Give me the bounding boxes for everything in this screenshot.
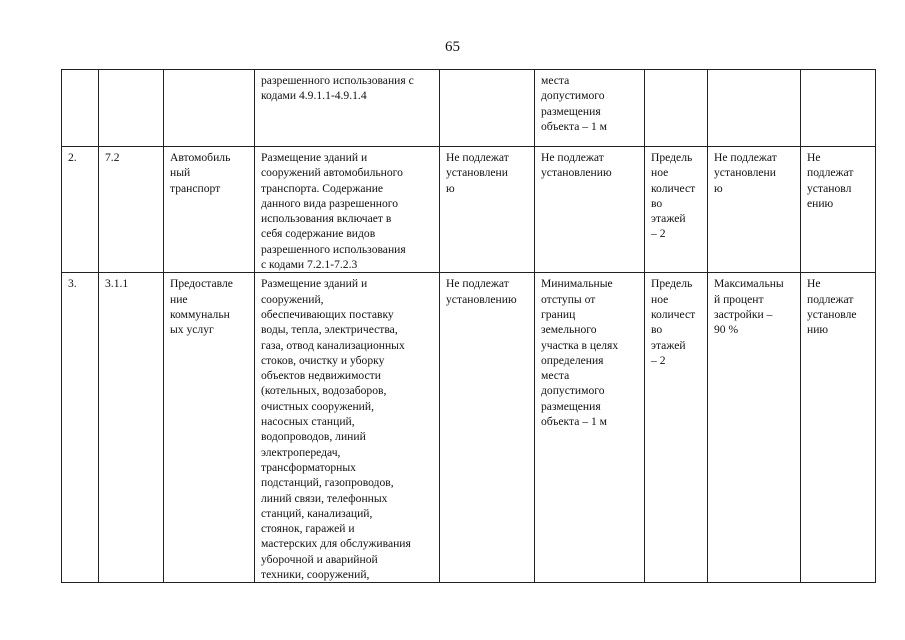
table-row-2 (62, 147, 876, 273)
cell-description: разрешенного использования с кодами 4.9.1.1-4.9.1.4 (255, 70, 440, 147)
cell-code: 3.1.1 (99, 273, 164, 583)
cell-col6: Не подлежат установлению (535, 147, 645, 273)
cell-col5: Не подлежат установлению (440, 273, 535, 583)
cell-col6: места допустимого размещения объекта – 1 м (535, 70, 645, 147)
land-use-table (61, 69, 876, 583)
cell-col6: Минимальные отступы от границ земельного участка в целях определения места допустимого размещения объекта – 1 м (535, 273, 645, 583)
cell-use-name: Автомобиль ный транспорт (164, 147, 255, 273)
cell-col7: Предель ное количест во этажей – 2 (645, 273, 708, 583)
cell-col9 (801, 70, 876, 147)
page-number: 65 (445, 39, 460, 55)
cell-col9: Не подлежат установл ению (801, 147, 876, 273)
cell-use-name: Предоставле ние коммунальн ых услуг (164, 273, 255, 583)
table-row-3 (62, 273, 876, 583)
cell-col5 (440, 70, 535, 147)
cell-use-name (164, 70, 255, 147)
cell-description: Размещение зданий и сооружений автомобильного транспорта. Содержание данного вида разрешенного использования включает в себя содержание видов разрешенного использования с кодами 7.2.1-7.2.3 (255, 147, 440, 273)
cell-description: Размещение зданий и сооружений, обеспечивающих поставку воды, тепла, электричества, газа, отвод канализационных стоков, очистку и уборку объектов недвижимости (котельных, водозаборов, очистных сооружений, насосных станций, водопроводов, линий электропередач, трансформаторных подстанций, газопроводов, линий связи, телефонных станций, канализаций, стоянок, гаражей и мастерских для обслуживания уборочной и аварийной техники, сооружений, (255, 273, 440, 583)
cell-col9: Не подлежат установле нию (801, 273, 876, 583)
cell-col8: Максимальны й процент застройки – 90 % (708, 273, 801, 583)
cell-col7: Предель ное количест во этажей – 2 (645, 147, 708, 273)
cell-col8 (708, 70, 801, 147)
cell-code (99, 70, 164, 147)
cell-number: 3. (62, 273, 99, 583)
cell-col5: Не подлежат установлени ю (440, 147, 535, 273)
table-row-continued (62, 70, 876, 147)
cell-number: 2. (62, 147, 99, 273)
cell-code: 7.2 (99, 147, 164, 273)
cell-col7 (645, 70, 708, 147)
cell-number (62, 70, 99, 147)
cell-col8: Не подлежат установлени ю (708, 147, 801, 273)
